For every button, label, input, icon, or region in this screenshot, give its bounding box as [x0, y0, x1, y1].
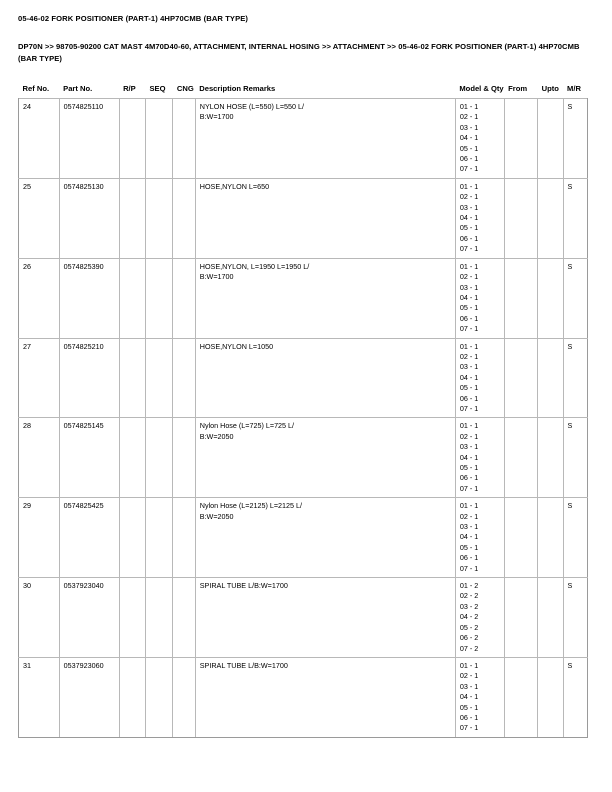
column-header-ref-no: Ref No. — [22, 84, 50, 93]
description-line-1: HOSE,NYLON L=650 — [199, 181, 270, 191]
cell-description — [195, 418, 455, 498]
model-qty-line: 01 - 1 — [459, 421, 479, 431]
cell-upto — [538, 178, 563, 258]
cell-upto — [538, 418, 563, 498]
model-qty-line: 04 - 1 — [459, 452, 479, 462]
model-qty-line: 02 - 2 — [459, 591, 479, 601]
cell-seq — [145, 578, 172, 658]
description-line-1: HOSE,NYLON L=1050 — [199, 341, 274, 351]
cell-rp — [119, 657, 145, 737]
model-qty-line: 06 - 1 — [459, 154, 479, 164]
cell-model-qty — [455, 99, 504, 179]
cell-upto — [538, 498, 563, 578]
cell-ref-no: 29 — [19, 498, 60, 578]
cell-mr: S — [563, 418, 587, 498]
cell-seq — [145, 99, 172, 179]
model-qty-line: 04 - 2 — [459, 612, 479, 622]
column-header-from: From — [508, 84, 528, 93]
cell-cng — [173, 99, 195, 179]
model-qty-line: 06 - 1 — [459, 553, 479, 563]
description-line-1: SPIRAL TUBE L/B:W=1700 — [199, 581, 288, 591]
model-qty-line: 06 - 1 — [459, 313, 479, 323]
cell-from — [504, 178, 538, 258]
model-qty-line: 04 - 1 — [459, 213, 479, 223]
cell-part-no: 0574825210 — [59, 338, 119, 418]
cell-rp — [119, 578, 145, 658]
cell-rp — [119, 99, 145, 179]
cell-description — [195, 99, 455, 179]
column-header-model-qty: Model & Qty — [459, 84, 504, 93]
model-qty-line: 02 - 1 — [459, 431, 479, 441]
model-qty-line: 06 - 1 — [459, 233, 479, 243]
model-qty-line: 03 - 1 — [459, 282, 479, 292]
model-qty-line: 01 - 1 — [459, 102, 479, 111]
cell-mr: S — [563, 258, 587, 338]
model-qty-line: 07 - 1 — [459, 324, 479, 334]
description-line-1: SPIRAL TUBE L/B:W=1700 — [199, 660, 288, 670]
cell-description — [195, 338, 455, 418]
cell-from — [504, 418, 538, 498]
cell-model-qty — [455, 578, 504, 658]
column-header-seq: SEQ — [149, 84, 166, 93]
model-qty-line: 03 - 1 — [459, 522, 479, 532]
cell-part-no: 0574825130 — [59, 178, 119, 258]
model-qty-line: 02 - 1 — [459, 351, 479, 361]
cell-model-qty — [455, 418, 504, 498]
table-header — [19, 84, 588, 99]
model-qty-line: 02 - 1 — [459, 671, 479, 681]
cell-rp — [119, 498, 145, 578]
cell-mr: S — [563, 338, 587, 418]
cell-ref-no: 31 — [19, 657, 60, 737]
cell-from — [504, 578, 538, 658]
cell-seq — [145, 258, 172, 338]
cell-description — [195, 578, 455, 658]
cell-from — [504, 498, 538, 578]
table-row — [19, 178, 588, 258]
table-header-row — [19, 84, 588, 99]
cell-cng — [173, 258, 195, 338]
cell-part-no: 0574825425 — [59, 498, 119, 578]
description-line-2: B:W=1700 — [199, 272, 234, 282]
model-qty-line: 03 - 1 — [459, 202, 479, 212]
description-line-2: B:W=1700 — [199, 112, 234, 122]
model-qty-line: 04 - 1 — [459, 133, 479, 143]
table-row — [19, 498, 588, 578]
cell-upto — [538, 338, 563, 418]
model-qty-line: 07 - 1 — [459, 483, 479, 493]
cell-ref-no: 30 — [19, 578, 60, 658]
cell-description — [195, 178, 455, 258]
cell-cng — [173, 178, 195, 258]
description-line-1: Nylon Hose (L=2125) L=2125 L/ — [199, 501, 303, 511]
description-line-2: B:W=2050 — [199, 431, 234, 441]
cell-mr: S — [563, 498, 587, 578]
column-header-upto: Upto — [541, 84, 559, 93]
model-qty-line: 05 - 1 — [459, 702, 479, 712]
table-row — [19, 338, 588, 418]
cell-part-no: 0574825110 — [59, 99, 119, 179]
cell-cng — [173, 338, 195, 418]
model-qty-line: 07 - 1 — [459, 563, 479, 573]
cell-part-no: 0537923040 — [59, 578, 119, 658]
cell-description — [195, 657, 455, 737]
model-qty-line: 04 - 1 — [459, 532, 479, 542]
cell-rp — [119, 418, 145, 498]
column-header-rp: R/P — [123, 84, 136, 93]
table-row — [19, 418, 588, 498]
cell-part-no: 0574825145 — [59, 418, 119, 498]
model-qty-line: 02 - 1 — [459, 511, 479, 521]
cell-model-qty — [455, 657, 504, 737]
description-line-1: NYLON HOSE (L=550) L=550 L/ — [199, 102, 305, 111]
cell-from — [504, 657, 538, 737]
model-qty-line: 01 - 1 — [459, 261, 479, 271]
table-body — [19, 99, 588, 738]
cell-model-qty — [455, 258, 504, 338]
cell-cng — [173, 578, 195, 658]
cell-model-qty — [455, 338, 504, 418]
cell-seq — [145, 498, 172, 578]
model-qty-line: 03 - 1 — [459, 122, 479, 132]
model-qty-line: 06 - 2 — [459, 633, 479, 643]
model-qty-line: 05 - 2 — [459, 622, 479, 632]
model-qty-line: 03 - 1 — [459, 362, 479, 372]
cell-cng — [173, 657, 195, 737]
cell-ref-no: 26 — [19, 258, 60, 338]
model-qty-line: 05 - 1 — [459, 463, 479, 472]
cell-mr: S — [563, 578, 587, 658]
model-qty-line: 05 - 1 — [459, 303, 479, 313]
model-qty-line: 02 - 1 — [459, 272, 479, 282]
description-line-2: B:W=2050 — [199, 511, 234, 521]
cell-ref-no: 28 — [19, 418, 60, 498]
model-qty-line: 01 - 1 — [459, 501, 479, 511]
model-qty-line: 06 - 1 — [459, 473, 479, 483]
model-qty-line: 07 - 2 — [459, 643, 479, 653]
cell-seq — [145, 338, 172, 418]
model-qty-line: 05 - 1 — [459, 383, 479, 393]
model-qty-line: 07 - 1 — [459, 244, 479, 254]
column-header-mr: M/R — [567, 84, 581, 93]
model-qty-line: 05 - 1 — [459, 223, 479, 233]
description-line-1: Nylon Hose (L=725) L=725 L/ — [199, 421, 295, 431]
cell-mr: S — [563, 178, 587, 258]
cell-cng — [173, 418, 195, 498]
cell-from — [504, 258, 538, 338]
cell-from — [504, 338, 538, 418]
table-row — [19, 99, 588, 179]
cell-seq — [145, 657, 172, 737]
cell-seq — [145, 418, 172, 498]
table-row — [19, 578, 588, 658]
model-qty-line: 03 - 1 — [459, 442, 479, 452]
description-line-1: HOSE,NYLON, L=1950 L=1950 L/ — [199, 261, 310, 271]
model-qty-line: 05 - 1 — [459, 542, 479, 552]
model-qty-line: 04 - 1 — [459, 692, 479, 702]
column-header-cng: CNG — [176, 84, 194, 93]
model-qty-line: 01 - 2 — [459, 581, 479, 591]
model-qty-line: 05 - 1 — [459, 143, 479, 153]
cell-upto — [538, 657, 563, 737]
cell-upto — [538, 578, 563, 658]
model-qty-line: 03 - 1 — [459, 681, 479, 691]
cell-ref-no: 27 — [19, 338, 60, 418]
model-qty-line: 01 - 1 — [459, 181, 479, 191]
cell-description — [195, 258, 455, 338]
cell-rp — [119, 258, 145, 338]
cell-upto — [538, 99, 563, 179]
model-qty-line: 07 - 1 — [459, 723, 479, 733]
model-qty-line: 04 - 1 — [459, 292, 479, 302]
cell-part-no: 0574825390 — [59, 258, 119, 338]
model-qty-line: 06 - 1 — [459, 712, 479, 722]
cell-description — [195, 498, 455, 578]
breadcrumb: DP70N >> 98705-90200 CAT MAST 4M70D40-60, ATTACHMENT, INTERNAL HOSING >> ATTACHMENT >> 05-46-02 FORK POSITIONER (PART-1) 4HP70CMB (BAR TYPE) — [18, 42, 580, 63]
page-title: 05-46-02 FORK POSITIONER (PART-1) 4HP70CMB (BAR TYPE) — [18, 14, 249, 23]
column-header-part-no: Part No. — [63, 84, 93, 93]
cell-seq — [145, 178, 172, 258]
parts-table — [18, 84, 588, 738]
cell-from — [504, 99, 538, 179]
cell-cng — [173, 498, 195, 578]
model-qty-line: 01 - 1 — [459, 341, 479, 351]
model-qty-line: 02 - 1 — [459, 192, 479, 202]
cell-model-qty — [455, 178, 504, 258]
model-qty-line: 07 - 1 — [459, 164, 479, 174]
model-qty-line: 04 - 1 — [459, 372, 479, 382]
cell-rp — [119, 338, 145, 418]
model-qty-line: 03 - 2 — [459, 601, 479, 611]
cell-mr: S — [563, 99, 587, 179]
model-qty-line: 07 - 1 — [459, 403, 479, 413]
cell-part-no: 0537923060 — [59, 657, 119, 737]
model-qty-line: 06 - 1 — [459, 393, 479, 403]
table-row — [19, 258, 588, 338]
cell-rp — [119, 178, 145, 258]
model-qty-line: 01 - 1 — [459, 660, 479, 670]
cell-ref-no: 25 — [19, 178, 60, 258]
cell-ref-no: 24 — [19, 99, 60, 179]
table-row — [19, 657, 588, 737]
cell-mr: S — [563, 657, 587, 737]
cell-model-qty — [455, 498, 504, 578]
model-qty-line: 02 - 1 — [459, 112, 479, 122]
cell-upto — [538, 258, 563, 338]
column-header-description: Description Remarks — [199, 84, 276, 93]
